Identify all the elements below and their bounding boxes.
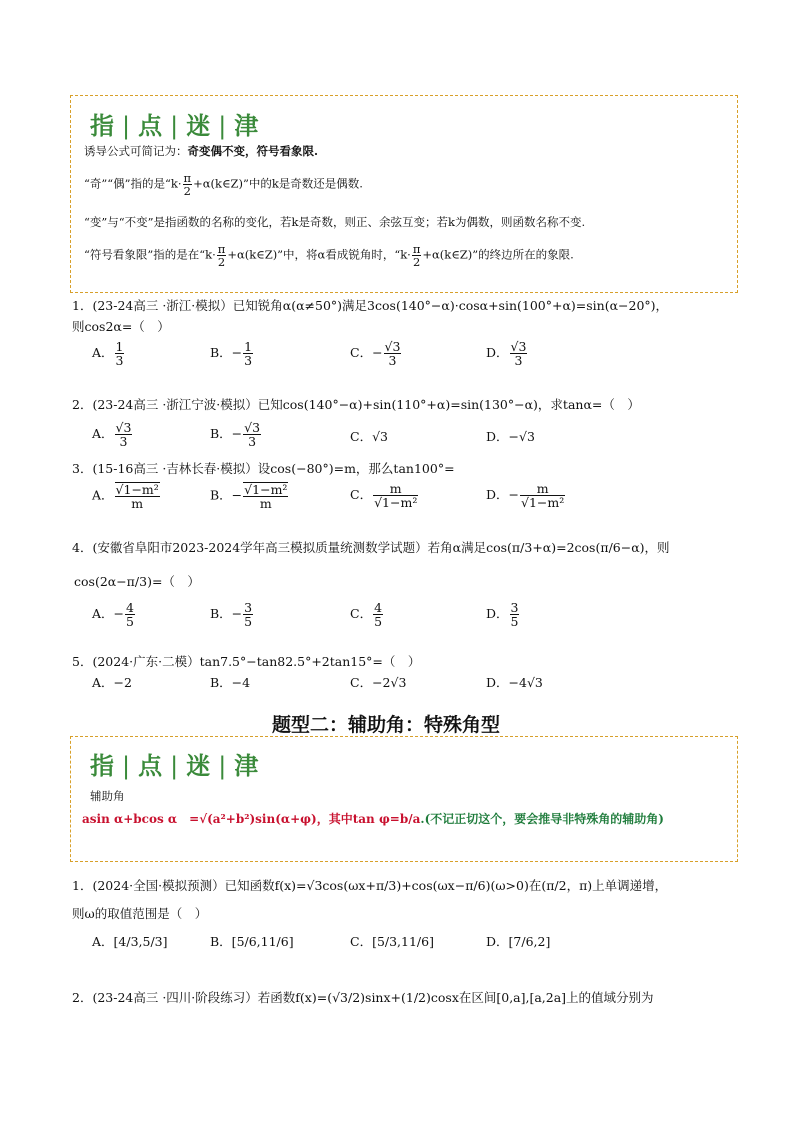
tip2-note: .(不记正切这个，要会推导非特殊角的辅助角) [420, 812, 664, 826]
tip-title-char: 指 [90, 112, 116, 140]
q7-stem: 2．(23-24高三 ·四川·阶段练习）若函数f(x)=(√3/2)sinx+(1/2)cosx在区间[0,a],[a,2a]上的值域分别为 [72, 990, 654, 1005]
tip1-l3b: +α(k∈Z)”中，将α看成锐角时，“k· [227, 247, 411, 262]
frac-num: 3 [244, 600, 253, 615]
q6-option-b: B．[5/6,11/6] [210, 934, 294, 949]
q1-option-b [210, 340, 254, 367]
frac-num: √1−m² [115, 482, 159, 497]
tip1-l3c: +α(k∈Z)”的终边所在的象限. [422, 247, 574, 262]
frac [520, 482, 565, 509]
tip-title-char: 点 [138, 752, 165, 780]
q4-stem2: cos(2α−π/3)=（ ） [74, 574, 200, 589]
opt-label: A． [92, 487, 114, 503]
opt-label: B．− [210, 606, 243, 622]
opt-label: A．− [92, 606, 125, 622]
frac-den: 3 [388, 353, 397, 369]
q3-option-a [92, 482, 161, 510]
q6-option-a: A．[4/3,5/3] [92, 934, 168, 949]
frac-num: 4 [126, 600, 134, 615]
opt-label: B．− [210, 345, 243, 361]
frac-num: 1 [115, 339, 124, 354]
opt-label: B．− [210, 487, 243, 503]
tip-title-char: 迷 [186, 112, 213, 140]
frac-num: π [412, 242, 421, 256]
tip2-formula [82, 810, 664, 827]
frac [243, 421, 261, 448]
tip1-intro [84, 143, 318, 159]
q5-stem: 5．(2024·广东·二模）tan7.5°−tan82.5°+2tan15°=（ ） [72, 654, 421, 669]
frac-den: 5 [126, 614, 134, 630]
frac-num: √3 [244, 420, 261, 435]
q5-option-c: C．−2√3 [350, 675, 407, 690]
frac-den: m [131, 496, 144, 512]
q4-option-c [350, 601, 384, 628]
opt-label: D． [486, 345, 509, 361]
q2-option-b [210, 421, 262, 448]
tip1-intro-bold: 奇变偶不变，符号看象限. [187, 144, 319, 158]
tip-title-char: 指 [90, 752, 116, 780]
frac [373, 601, 383, 628]
frac-num: √1−m² [244, 482, 288, 497]
tip-title-char: 点 [138, 112, 165, 140]
q4-option-a [92, 601, 136, 628]
q4-option-b [210, 601, 254, 628]
q5-option-d: D．−4√3 [486, 675, 543, 690]
opt-label: A． [92, 426, 114, 442]
opt-label: D． [486, 606, 509, 622]
q4-stem: 4．(安徽省阜阳市2023-2024学年高三模拟质量统测数学试题）若角α满足cos(π/3+α)=2cos(π/6−α)，则 [72, 540, 670, 555]
frac-den: 3 [514, 353, 523, 369]
frac [115, 421, 133, 448]
q5-option-b: B．−4 [210, 675, 251, 690]
frac-num: 4 [374, 600, 383, 615]
frac-den: 5 [374, 614, 383, 630]
pi-over-2-frac [217, 243, 227, 268]
tip-title-char: 迷 [186, 752, 213, 780]
frac-den: 3 [244, 353, 253, 369]
frac-num: √3 [384, 339, 401, 354]
pi-over-2-frac [183, 172, 193, 197]
frac-num: m [373, 482, 418, 496]
q6-stem: 1．(2024·全国·模拟预测）已知函数f(x)=√3cos(ωx+π/3)+cos(ωx−π/6)(ω>0)在(π/2，π)上单调递增， [72, 878, 668, 893]
tip-title-2: 指 | 点 | 迷 | 津 [90, 752, 261, 780]
opt-label: B．− [210, 426, 243, 442]
frac-den: 3 [248, 434, 257, 450]
q2-option-c: C．√3 [350, 429, 388, 444]
q1-option-c [350, 340, 402, 367]
opt-label: A． [92, 345, 114, 361]
tip-title-char: 津 [234, 752, 261, 780]
frac-num: π [217, 242, 226, 256]
q3-option-c [350, 482, 419, 509]
pi-over-2-frac [412, 243, 422, 268]
q6-option-d: D．[7/6,2] [486, 934, 551, 949]
frac-den: m [259, 496, 272, 512]
frac [125, 601, 135, 628]
frac-num: π [183, 171, 192, 185]
frac-num: m [520, 482, 565, 496]
frac-num: 1 [244, 339, 253, 354]
q2-stem: 2．(23-24高三 ·浙江宁波·模拟）已知cos(140°−α)+sin(110°+α)=sin(130°−α)，求tanα=（ ） [72, 397, 640, 412]
auxiliary-angle-formula: asin α+bcos α =√(a²+b²)sin(α+φ)，其中tan φ=b/a [82, 812, 421, 826]
q1-stem: 1．(23-24高三 ·浙江·模拟）已知锐角α(α≠50°)满足3cos(140°−α)·cosα+sin(100°+α)=sin(α−20°)， [72, 298, 669, 313]
q3-option-d [486, 482, 566, 509]
frac [243, 482, 288, 510]
q2-option-d: D．−√3 [486, 429, 535, 444]
frac-den: 5 [510, 614, 519, 630]
q6-option-c: C．[5/3,11/6] [350, 934, 434, 949]
frac [373, 482, 418, 509]
tip1-line3 [84, 243, 574, 268]
opt-label: C．− [350, 345, 383, 361]
q2-option-a [92, 421, 133, 448]
frac-num: √3 [115, 420, 132, 435]
q5-option-a: A．−2 [92, 675, 132, 690]
frac [510, 340, 528, 367]
frac [243, 340, 253, 367]
tip1-l1a: “奇”“偶”指的是“k· [84, 176, 182, 191]
section-title: 题型二：辅助角：特殊角型 [272, 714, 501, 736]
tip-title-char: 津 [234, 112, 261, 140]
frac-num: 3 [510, 600, 519, 615]
tip1-l1b: +α(k∈Z)”中的k是奇数还是偶数. [193, 176, 363, 191]
q1-option-d [486, 340, 528, 367]
frac-den: 3 [115, 353, 124, 369]
tip1-line2: “变”与“不变”是指函数的名称的变化，若k是奇数，则正、余弦互变；若k为偶数，则函数名称不变. [84, 215, 586, 229]
opt-label: C． [350, 487, 373, 503]
tip1-l3a: “符号看象限”指的是在“k· [84, 247, 216, 262]
frac-den: 5 [244, 614, 253, 630]
q6-stem2: 则ω的取值范围是（ ） [72, 906, 208, 921]
frac-den: 2 [412, 255, 421, 270]
frac-den: 2 [183, 184, 191, 199]
tip2-label: 辅助角 [90, 789, 125, 803]
q1-stem2: 则cos2α=（ ） [72, 319, 170, 334]
q4-option-d [486, 601, 520, 628]
frac [243, 601, 253, 628]
opt-label: C． [350, 606, 373, 622]
frac-den: √1−m² [521, 495, 565, 511]
q3-option-b [210, 482, 289, 510]
frac [384, 340, 402, 367]
frac-den: 2 [217, 255, 226, 270]
opt-label: D．− [486, 487, 519, 503]
q1-option-a [92, 340, 125, 367]
frac-den: √1−m² [374, 495, 418, 511]
frac-num: √3 [510, 339, 527, 354]
frac [115, 340, 125, 367]
frac [115, 482, 160, 510]
frac-den: 3 [119, 434, 128, 450]
tip1-line1 [84, 172, 363, 197]
frac [510, 601, 520, 628]
tip1-intro-text: 诱导公式可简记为： [84, 144, 188, 158]
q3-stem: 3．(15-16高三 ·吉林长春·模拟）设cos(−80°)=m，那么tan100°= [72, 461, 455, 476]
tip-title-1: 指 | 点 | 迷 | 津 [90, 112, 261, 140]
